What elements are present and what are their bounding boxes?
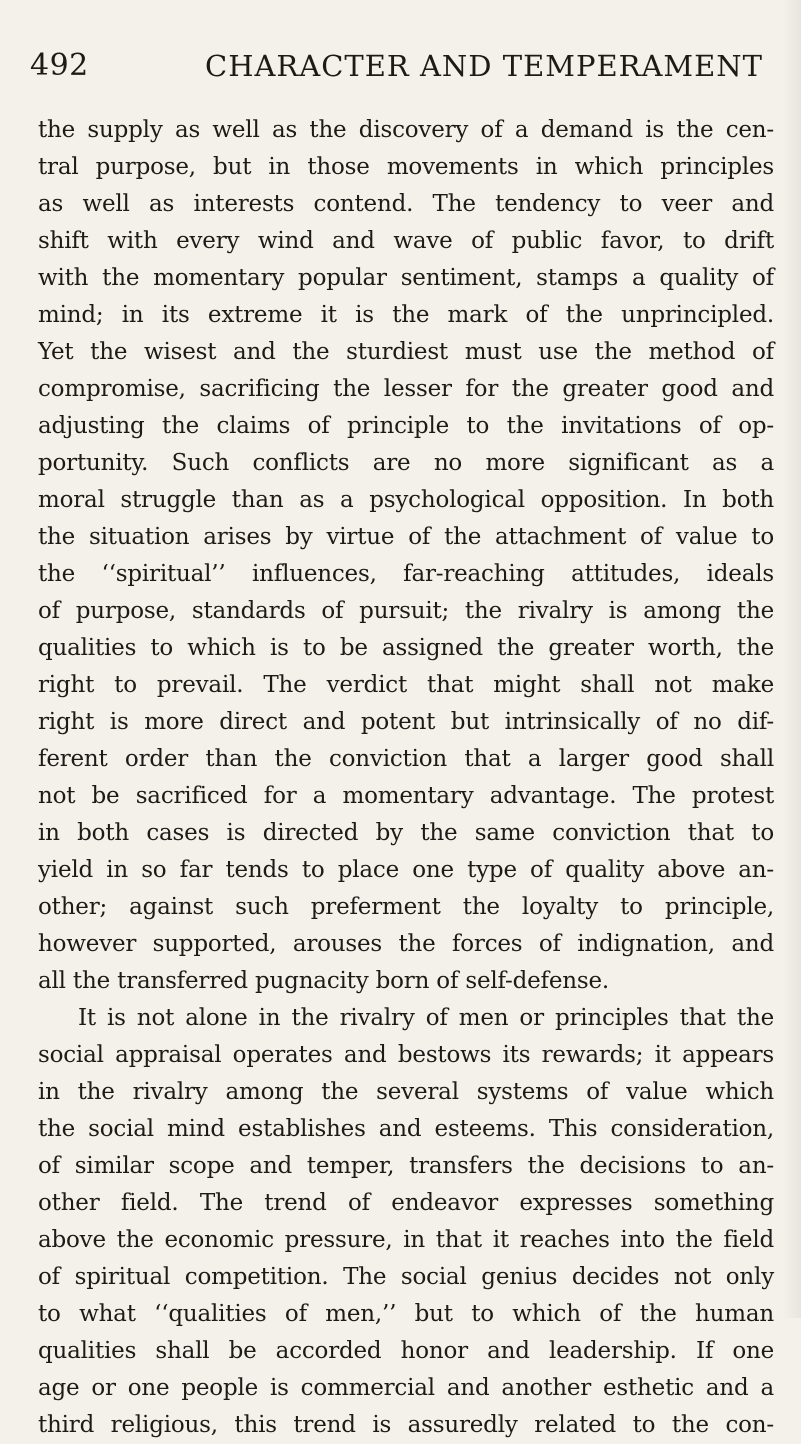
text-line: of similar scope and temper, transfers the decisions to an- <box>38 1153 774 1179</box>
text-line: It is not alone in the rivalry of men or principles that the <box>78 1005 774 1031</box>
text-line: as well as interests contend. The tendency to veer and <box>38 191 774 217</box>
text-line: the situation arises by virtue of the attachment of value to <box>38 524 774 550</box>
text-line: the supply as well as the discovery of a demand is the cen- <box>38 117 774 143</box>
text-line: with the momentary popular sentiment, stamps a quality of <box>38 265 774 291</box>
text-line: however supported, arouses the forces of indignation, and <box>38 931 774 957</box>
text-line: qualities to which is to be assigned the greater worth, the <box>38 635 774 661</box>
text-line: qualities shall be accorded honor and leadership. If one <box>38 1338 774 1364</box>
text-line: moral struggle than as a psychological opposition. In both <box>38 487 774 513</box>
text-line: yield in so far tends to place one type of quality above an- <box>38 857 774 883</box>
running-head: CHARACTER AND TEMPERAMENT <box>205 49 763 83</box>
text-line: all the transferred pugnacity born of self-defense. <box>38 968 609 994</box>
page-number: 492 <box>30 48 89 83</box>
text-line: not be sacrificed for a momentary advantage. The protest <box>38 783 774 809</box>
text-line: the social mind establishes and esteems. This consideration, <box>38 1116 774 1142</box>
scan-edge-shadow <box>783 0 801 1318</box>
text-line: to what ‘‘qualities of men,’’ but to which of the human <box>38 1301 774 1327</box>
text-line: other field. The trend of endeavor expresses something <box>38 1190 774 1216</box>
text-line: tral purpose, but in those movements in which principles <box>38 154 774 180</box>
text-line: adjusting the claims of principle to the invitations of op- <box>38 413 774 439</box>
page-header <box>30 48 774 92</box>
text-line: third religious, this trend is assuredly related to the con- <box>38 1412 774 1438</box>
text-line: Yet the wisest and the sturdiest must use the method of <box>38 339 774 365</box>
text-line: the ‘‘spiritual’’ influences, far-reaching attitudes, ideals <box>38 561 774 587</box>
text-line: right to prevail. The verdict that might shall not make <box>38 672 774 698</box>
text-line: compromise, sacrificing the lesser for the greater good and <box>38 376 774 402</box>
text-line: other; against such preferment the loyalty to principle, <box>38 894 774 920</box>
text-line: of purpose, standards of pursuit; the rivalry is among the <box>38 598 774 624</box>
text-line: shift with every wind and wave of public favor, to drift <box>38 228 774 254</box>
text-line: right is more direct and potent but intrinsically of no dif- <box>38 709 774 735</box>
text-line: ferent order than the conviction that a larger good shall <box>38 746 774 772</box>
text-line: portunity. Such conflicts are no more significant as a <box>38 450 774 476</box>
text-line: social appraisal operates and bestows its rewards; it appears <box>38 1042 774 1068</box>
text-line: in both cases is directed by the same conviction that to <box>38 820 774 846</box>
text-line: above the economic pressure, in that it reaches into the field <box>38 1227 774 1253</box>
text-line: of spiritual competition. The social genius decides not only <box>38 1264 774 1290</box>
body-text <box>38 112 774 1444</box>
text-line: age or one people is commercial and another esthetic and a <box>38 1375 774 1401</box>
text-line: mind; in its extreme it is the mark of the unprincipled. <box>38 302 774 328</box>
text-line: in the rivalry among the several systems of value which <box>38 1079 774 1105</box>
